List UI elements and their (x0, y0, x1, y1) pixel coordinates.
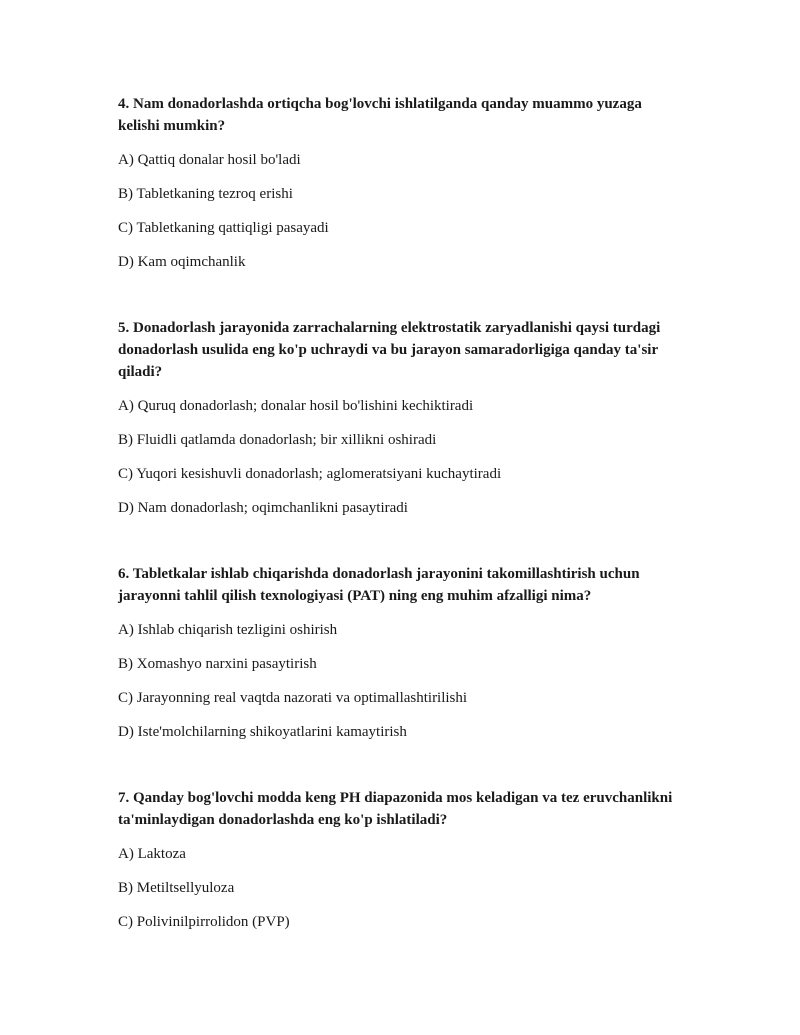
option-a: A) Laktoza (118, 846, 186, 862)
option-b: B) Fluidli qatlamda donadorlash; bir xillikni oshiradi (118, 432, 437, 448)
question-title: 7. Qanday bog'lovchi modda keng PH diapazonida mos keladigan va tez eruvchanlikni ta'minlaydigan donadorlashda eng ko'p ishlatiladi? (118, 790, 673, 828)
question-4 (118, 93, 678, 273)
option-a: A) Quruq donadorlash; donalar hosil bo'lishini kechiktiradi (118, 398, 474, 414)
document-page (118, 93, 678, 945)
option-c: C) Yuqori kesishuvli donadorlash; aglomeratsiyani kuchaytiradi (118, 466, 502, 482)
question-title: 6. Tabletkalar ishlab chiqarishda donadorlash jarayonini takomillashtirish uchun jarayonni tahlil qilish texnologiyasi (PAT) ning eng muhim afzalligi nima? (118, 566, 640, 604)
question-title: 4. Nam donadorlashda ortiqcha bog'lovchi ishlatilganda qanday muammo yuzaga kelishi mumkin? (118, 96, 642, 134)
option-b: B) Xomashyo narxini pasaytirish (118, 656, 317, 672)
option-d: D) Nam donadorlash; oqimchanlikni pasaytiradi (118, 500, 408, 516)
spacer (118, 755, 678, 787)
option-d: D) Iste'molchilarning shikoyatlarini kamaytirish (118, 724, 407, 740)
spacer (118, 531, 678, 563)
option-a: A) Qattiq donalar hosil bo'ladi (118, 152, 301, 168)
option-d: D) Kam oqimchanlik (118, 254, 246, 270)
question-5 (118, 317, 678, 519)
question-7 (118, 787, 678, 933)
option-c: C) Tabletkaning qattiqligi pasayadi (118, 220, 329, 236)
question-6 (118, 563, 678, 743)
option-b: B) Tabletkaning tezroq erishi (118, 186, 293, 202)
option-a: A) Ishlab chiqarish tezligini oshirish (118, 622, 338, 638)
question-title: 5. Donadorlash jarayonida zarrachalarning elektrostatik zaryadlanishi qaysi turdagi donadorlash usulida eng ko'p uchraydi va bu jarayon samaradorligiga qanday ta'sir qiladi? (118, 320, 661, 380)
option-c: C) Jarayonning real vaqtda nazorati va optimallashtirilishi (118, 690, 468, 706)
option-c: C) Polivinilpirrolidon (PVP) (118, 914, 290, 930)
spacer (118, 285, 678, 317)
option-b: B) Metiltsellyuloza (118, 880, 235, 896)
